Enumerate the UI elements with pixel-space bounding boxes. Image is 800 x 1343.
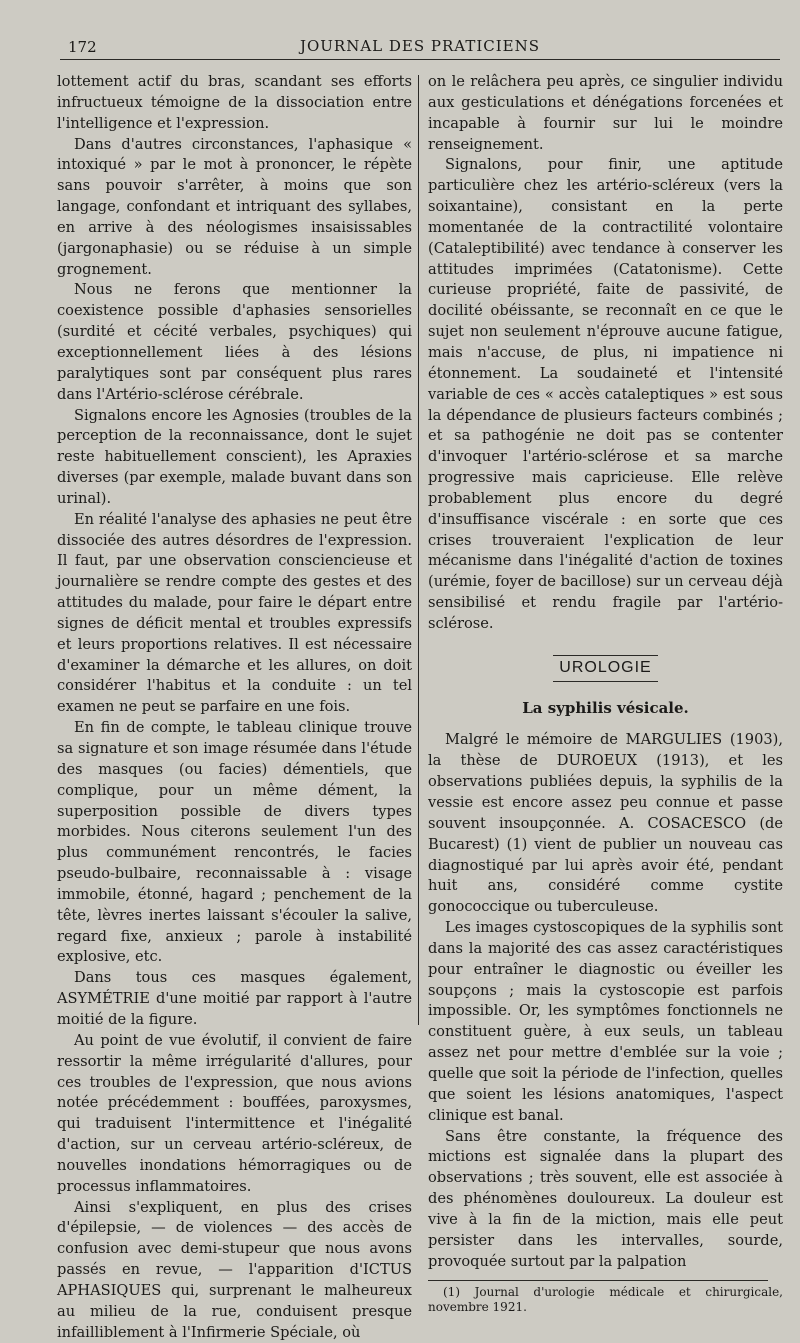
paragraph: Signalons encore les Agnosies (troubles de la perception de la reconnaissance, dont le sujet reste habituellement conscient), les Apraxies diverses (par exemple, malade buvant dans son urinal). — [57, 406, 412, 507]
section-heading: UROLOGIE — [553, 655, 657, 682]
column-divider — [418, 75, 419, 1025]
paragraph: Dans d'autres circonstances, l'aphasique « intoxiqué » par le mot à prononcer, le répète sans pouvoir s'arrêter, à moins que son langage, confondant et intriquant des syllabes, en arrive à des néologismes insaisissables (jargonaphasie) ou se réduise à un simple grognement. — [57, 135, 412, 278]
header-rule — [60, 59, 780, 60]
page-number: 172 — [68, 38, 97, 56]
paragraph: lottement actif du bras, scandant ses efforts infructueux témoigne de la dissociation entre l'intelligence et l'expression. — [57, 73, 412, 132]
article-title: La syphilis vésicale. — [522, 698, 689, 717]
running-header — [60, 35, 780, 61]
paragraph: on le relâchera peu après, ce singulier individu aux gesticulations et dénégations forcenées et incapable à fournir sur lui le moindre renseignement. — [428, 73, 783, 153]
paragraph: Au point de vue évolutif, il convient de faire ressortir la même irrégularité d'allures, pour ces troubles de l'expression, que nous avions notée précédemment : bouffées, paroxysmes, qui traduisent l'intermittence et l'inégalité d'action, sur un cerveau artério-scléreux, de nouvelles inondations hémorragiques ou de processus inflammatoires. — [57, 1031, 412, 1195]
paragraph: Ainsi s'expliquent, en plus des crises d'épilepsie, — de violences — des accès de confusion avec demi-stupeur que nous avons passés en revue, — l'apparition d'ICTUS APHASIQUES qui, surprenant le malheureux au milieu de la rue, conduisent presque infailliblement à l'Infirmerie Spéciale, où — [57, 1198, 412, 1341]
left-column — [57, 72, 412, 1343]
paragraph: Nous ne ferons que mentionner la coexistence possible d'aphasies sensorielles (surdité et cécité verbales, psychiques) qui exceptionnellement liées à des lésions paralytiques sont par conséquent plus rares dans l'Artério-sclérose cérébrale. — [57, 281, 412, 403]
paragraph: En fin de compte, le tableau clinique trouve sa signature et son image résumée dans l'étude des masques (ou facies) démentiels, que complique, pour un même dément, la superposition possible de divers types morbides. Nous citerons seulement l'un des plus communément rencontrés, le facies pseudo-bulbaire, reconnaissable à : visage immobile, étonné, hagard ; penchement de la tête, lèvres inertes laissant s'écouler la salive, regard fixe, anxieux ; parole à instabilité explosive, etc. — [57, 719, 412, 966]
footnote-rule — [428, 1280, 768, 1281]
paragraph: En réalité l'analyse des aphasies ne peut être dissociée des autres désordres de l'expression. Il faut, par une observation consciencieuse et journalière se rendre compte des gestes et des attitudes du malade, pour faire le départ entre signes de déficit mental et troubles expressifs et leurs proportions relatives. Il est nécessaire d'examiner la démarche et les allures, on doit considérer l'habitus et la conduite : un tel examen ne peut se parfaire en une fois. — [57, 510, 412, 716]
journal-title: JOURNAL DES PRATICIENS — [299, 37, 541, 55]
paragraph: Dans tous ces masques également, ASYMÉTRIE d'une moitié par rapport à l'autre moitié de la figure. — [57, 969, 412, 1028]
paragraph: Signalons, pour finir, une aptitude particulière chez les artério-scléreux (vers la soixantaine), consistant en la perte momentanée de la contractilité volontaire (Cataleptibilité) avec tendance à conserver les attitudes imprimées (Catatonisme). Cette curieuse propriété, faite de passivité, de docilité obéissante, se reconnaît en ce que le sujet non seulement n'éprouve aucune fatigue, mais n'accuse, de plus, ni impatience ni étonnement. La soudaineté et l'intensité variable de ces « accès cataleptiques » est sous la dépendance de plusieurs facteurs combinés ; et sa pathogénie ne doit pas se contenter d'invoquer l'artério-sclérose et sa marche progressive mais capricieuse. Elle relève probablement plus encore du degré d'insuffisance viscérale : en sorte que ces crises trouveraient l'explication de leur mécanisme dans l'inégalité d'action de toxines (urémie, foyer de bacillose) sur un cerveau déjà sensibilisé et rendu fragile par l'artério-sclérose. — [428, 156, 783, 632]
section-heading-box — [428, 655, 783, 682]
paragraph: Sans être constante, la fréquence des mictions est signalée dans la plupart des observations ; très souvent, elle est associée à des phénomènes douloureux. La douleur est vive à la fin de la miction, mais elle peut persister dans les intervalles, sourde, provoquée surtout par la palpation — [428, 1127, 783, 1270]
right-column — [428, 72, 783, 1315]
paragraph: Malgré le mémoire de MARGULIES (1903), la thèse de DUROEUX (1913), et les observations publiées depuis, la syphilis de la vessie est encore assez peu connue et passe souvent insoupçonnée. A. COSACESCO (de Bucarest) (1) vient de publier un nouveau cas diagnostiqué par lui après avoir été, pendant huit ans, considéré comme cystite gonococcique ou tuberculeuse. — [428, 731, 783, 916]
footnote: (1) Journal d'urologie médicale et chirurgicale, novembre 1921. — [428, 1285, 783, 1315]
paragraph: Les images cystoscopiques de la syphilis sont dans la majorité des cas assez caractéristiques pour entraîner le diagnostic ou éveiller les soupçons ; mais la cystoscopie est parfois impossible. Or, les symptômes fonctionnels ne constituent guère, à eux seuls, un tableau assez net pour mettre d'emblée sur la voie ; quelle que soit la période de l'infection, quelles que soient les lésions anatomiques, l'aspect clinique est banal. — [428, 919, 783, 1124]
